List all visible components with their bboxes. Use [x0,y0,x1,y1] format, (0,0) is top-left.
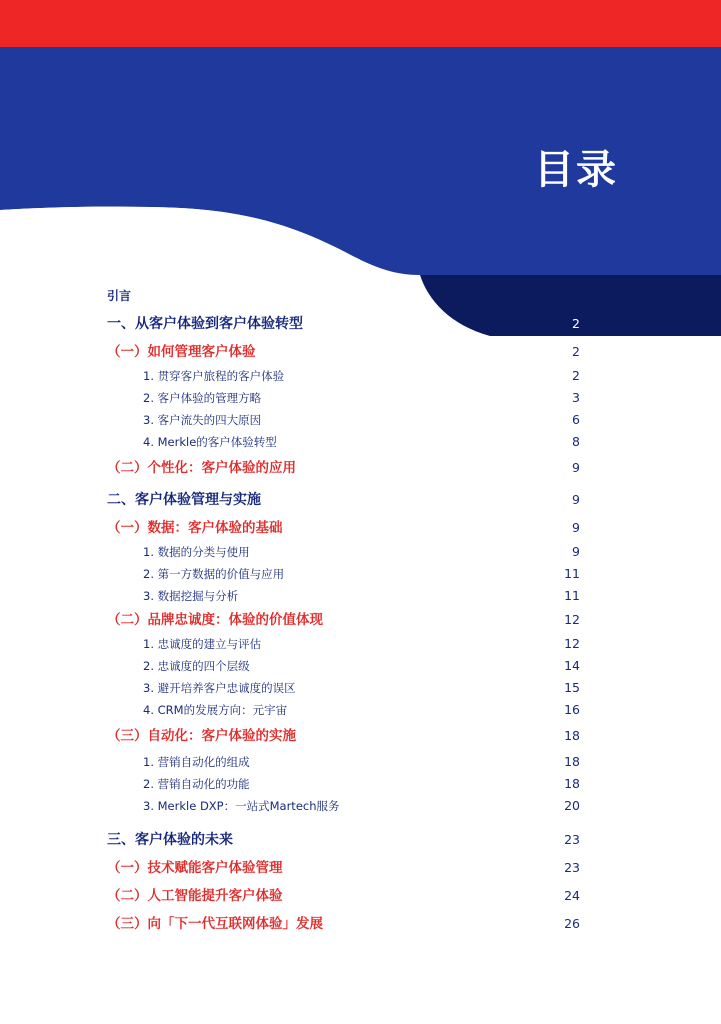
toc-entry[interactable] [0,542,721,562]
toc-entry-page-number: 18 [564,754,580,769]
toc-entry-label: 二、客户体验管理与实施 [107,492,261,508]
toc-entry[interactable] [0,458,721,478]
toc-entry-label: 2. 第一方数据的价值与应用 [143,567,285,581]
toc-entry-label: 2. 营销自动化的功能 [143,777,250,791]
toc-entry-label: （一）如何管理客户体验 [107,344,256,360]
toc-entry-label: 2. 客户体验的管理方略 [143,391,262,405]
toc-entry-label: 1. 贯穿客户旅程的客户体验 [143,369,285,383]
toc-entry-label: 1. 营销自动化的组成 [143,755,250,769]
toc-entry-page-number: 23 [564,860,580,875]
toc-entry-page-number: 2 [572,316,580,331]
toc-entry-page-number: 9 [572,544,580,559]
toc-entry[interactable] [0,342,721,362]
toc-entry-page-number: 16 [564,702,580,717]
toc-entry-label: 3. 客户流失的四大原因 [143,413,262,427]
toc-entry[interactable] [0,830,721,850]
toc-entry-label: （二）个性化：客户体验的应用 [107,460,296,476]
toc-entry[interactable] [0,678,721,698]
toc-entry[interactable] [0,774,721,794]
toc-entry-label: 1. 数据的分类与使用 [143,545,250,559]
toc-entry[interactable] [0,432,721,452]
toc-entry-label: （一）技术赋能客户体验管理 [107,860,283,876]
toc-entry-page-number: 18 [564,728,580,743]
toc-entry-page-number: 11 [564,588,580,603]
toc-entry-page-number: 8 [572,434,580,449]
toc-entry-page-number: 12 [564,636,580,651]
toc-entry[interactable] [0,490,721,510]
toc-entry-page-number: 23 [564,832,580,847]
toc-entry-label: 1. 忠诚度的建立与评估 [143,637,262,651]
toc-entry-label: 3. 避开培养客户忠诚度的误区 [143,681,296,695]
toc-entry-page-number: 20 [564,798,580,813]
toc-entry-page-number: 3 [572,390,580,405]
toc-entry-label: 引言 [107,289,132,303]
toc-entry-page-number: 6 [572,412,580,427]
page-title: 目录 [534,147,618,193]
toc-entry[interactable] [0,286,721,306]
toc-entry[interactable] [0,752,721,772]
toc-entry[interactable] [0,796,721,816]
toc-entry-page-number: 18 [564,776,580,791]
toc-entry-page-number: 9 [572,520,580,535]
toc-entry-label: 4. CRM的发展方向：元宇宙 [143,703,288,717]
toc-entry[interactable] [0,858,721,878]
toc-entry-page-number: 9 [572,460,580,475]
toc-entry-label: （三）自动化：客户体验的实施 [107,728,296,744]
toc-entry-label: 4. Merkle的客户体验转型 [143,435,277,449]
toc-entry-page-number: 12 [564,612,580,627]
toc-entry-label: 2. 忠诚度的四个层级 [143,659,250,673]
toc-entry-label: （一）数据：客户体验的基础 [107,520,283,536]
toc-entry-label: （三）向「下一代互联网体验」发展 [107,916,323,932]
toc-entry-page-number: 2 [572,344,580,359]
toc-entry-label: （二）人工智能提升客户体验 [107,888,283,904]
toc-entry[interactable] [0,700,721,720]
toc-entry-label: 三、客户体验的未来 [107,832,233,848]
toc-entry-label: （二）品牌忠诚度：体验的价值体现 [107,612,323,628]
toc-entry[interactable] [0,656,721,676]
toc-entry[interactable] [0,518,721,538]
toc-entry[interactable] [0,314,721,334]
toc-entry-page-number: 11 [564,566,580,581]
toc-entry[interactable] [0,366,721,386]
toc-entry[interactable] [0,726,721,746]
toc-entry-label: 3. Merkle DXP：一站式Martech服务 [143,799,340,813]
toc-entry-label: 一、从客户体验到客户体验转型 [107,316,303,332]
toc-entry[interactable] [0,634,721,654]
toc-entry[interactable] [0,610,721,630]
toc-entry[interactable] [0,886,721,906]
toc-entry-page-number: 24 [564,888,580,903]
toc-entry[interactable] [0,564,721,584]
toc-entry-page-number: 14 [564,658,580,673]
toc-entry-page-number: 2 [572,368,580,383]
toc-entry-page-number: 15 [564,680,580,695]
toc-entry-label: 3. 数据挖掘与分析 [143,589,239,603]
toc-entry[interactable] [0,586,721,606]
toc-entry-page-number: 26 [564,916,580,931]
toc-entry[interactable] [0,388,721,408]
toc-entry-page-number: 9 [572,492,580,507]
toc-entry[interactable] [0,410,721,430]
toc-entry[interactable] [0,914,721,934]
